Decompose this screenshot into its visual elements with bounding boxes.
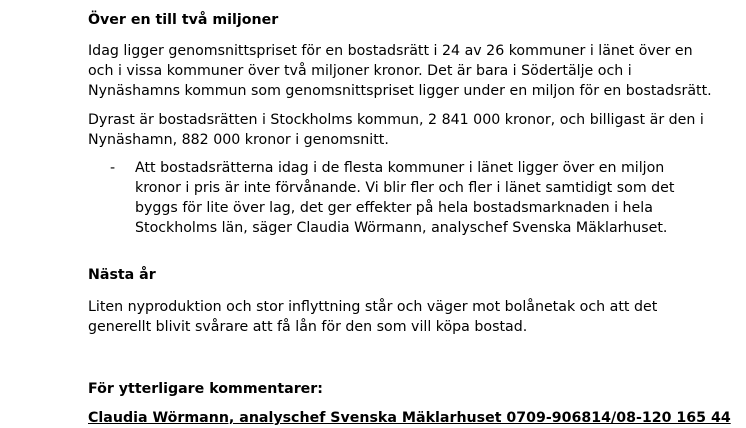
- quote-line: kronor i pris är inte förvånande. Vi blir fler och fler i länet samtidigt som det: [135, 180, 675, 196]
- paragraph-line: Dyrast är bostadsrätten i Stockholms kommun, 2 841 000 kronor, och billigast är den i: [88, 112, 704, 128]
- paragraph-line: generellt blivit svårare att få lån för den som vill köpa bostad.: [88, 319, 528, 335]
- quote-dash: -: [110, 160, 116, 176]
- quote-line: byggs för lite över lag, det ger effekter på hela bostadsmarknaden i hela: [135, 200, 653, 216]
- quote-line: Stockholms län, säger Claudia Wörmann, analyschef Svenska Mäklarhuset.: [135, 220, 668, 236]
- paragraph-line: Nynäshamn, 882 000 kronor i genomsnitt.: [88, 132, 389, 148]
- section-heading-over-en-till-tva-miljoner: Över en till två miljoner: [88, 12, 279, 28]
- contact-line: Claudia Wörmann, analyschef Svenska Mäklarhuset 0709-906814/08-120 165 44: [88, 410, 731, 426]
- paragraph-next-year: [88, 297, 657, 337]
- paragraph-line: Idag ligger genomsnittspriset för en bostadsrätt i 24 av 26 kommuner i länet över en: [88, 43, 693, 59]
- paragraph-line: Nynäshamns kommun som genomsnittspriset ligger under en miljon för en bostadsrätt.: [88, 83, 712, 99]
- quote-line: Att bostadsrätterna idag i de flesta kommuner i länet ligger över en miljon: [135, 160, 665, 176]
- quote-paragraph: [135, 158, 674, 238]
- paragraph-average-price: [88, 41, 712, 101]
- paragraph-line: och i vissa kommuner över två miljoner kronor. Det är bara i Södertälje och i: [88, 63, 632, 79]
- paragraph-most-expensive: [88, 110, 704, 150]
- paragraph-line: Liten nyproduktion och stor inflyttning står och väger mot bolånetak och att det: [88, 299, 658, 315]
- section-heading-nasta-ar: Nästa år: [88, 267, 156, 283]
- section-heading-kommentarer: För ytterligare kommentarer:: [88, 381, 323, 397]
